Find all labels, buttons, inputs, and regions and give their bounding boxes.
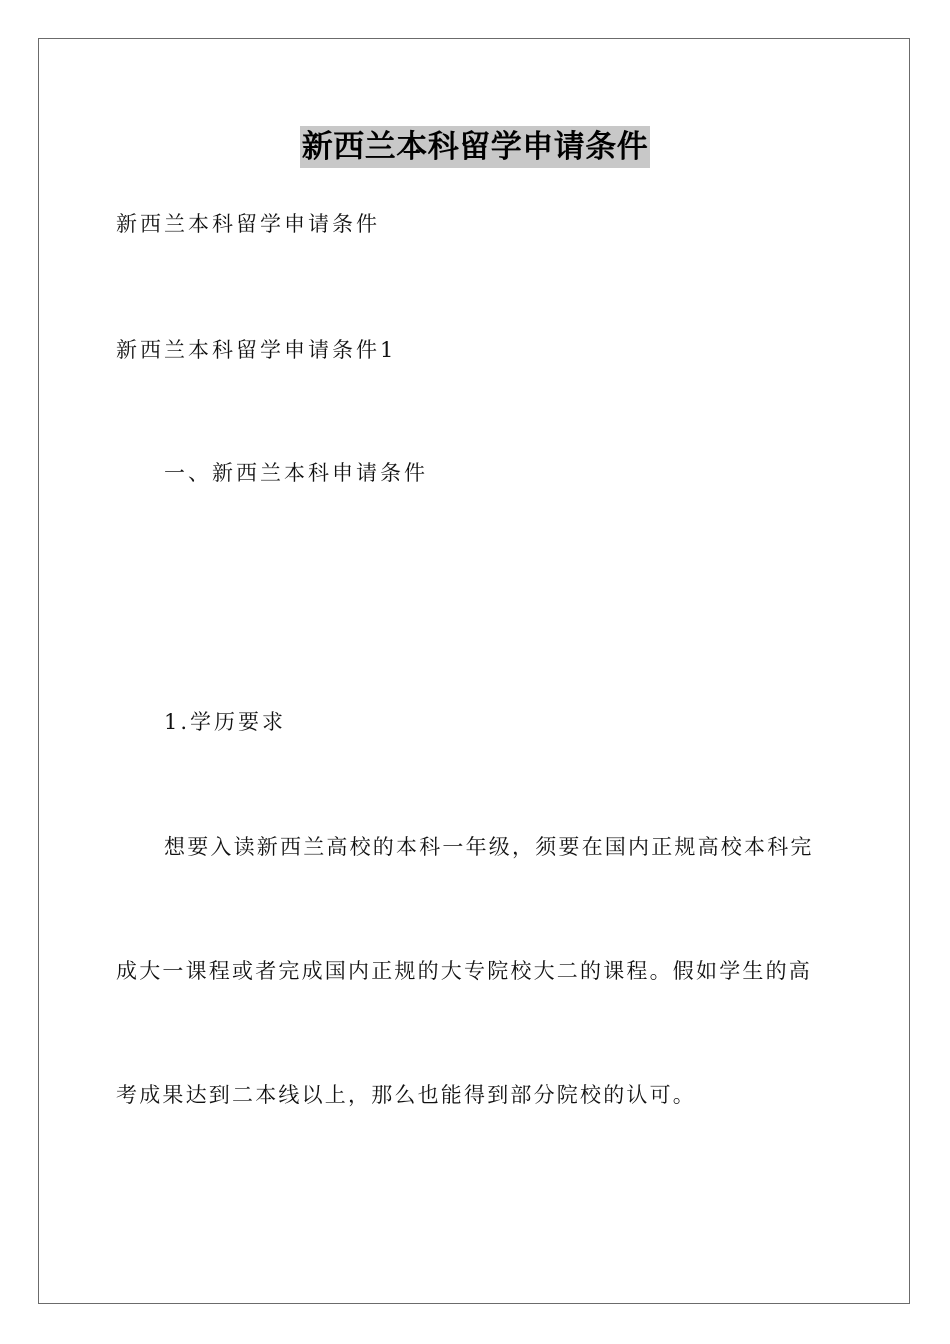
paragraph-line: 考成果达到二本线以上，那么也能得到部分院校的认可。: [116, 1083, 696, 1107]
section-title: 新西兰本科留学申请条件1: [116, 338, 397, 362]
document-subtitle: 新西兰本科留学申请条件: [116, 212, 380, 236]
item-heading: 1.学历要求: [164, 710, 287, 734]
paragraph-line: 成大一课程或者完成国内正规的大专院校大二的课程。假如学生的高: [116, 959, 812, 983]
paragraph-line: 想要入读新西兰高校的本科一年级，须要在国内正规高校本科完: [164, 835, 814, 859]
section-heading: 一、新西兰本科申请条件: [164, 461, 428, 485]
title-container: [0, 126, 950, 168]
document-title: 新西兰本科留学申请条件: [300, 126, 651, 168]
